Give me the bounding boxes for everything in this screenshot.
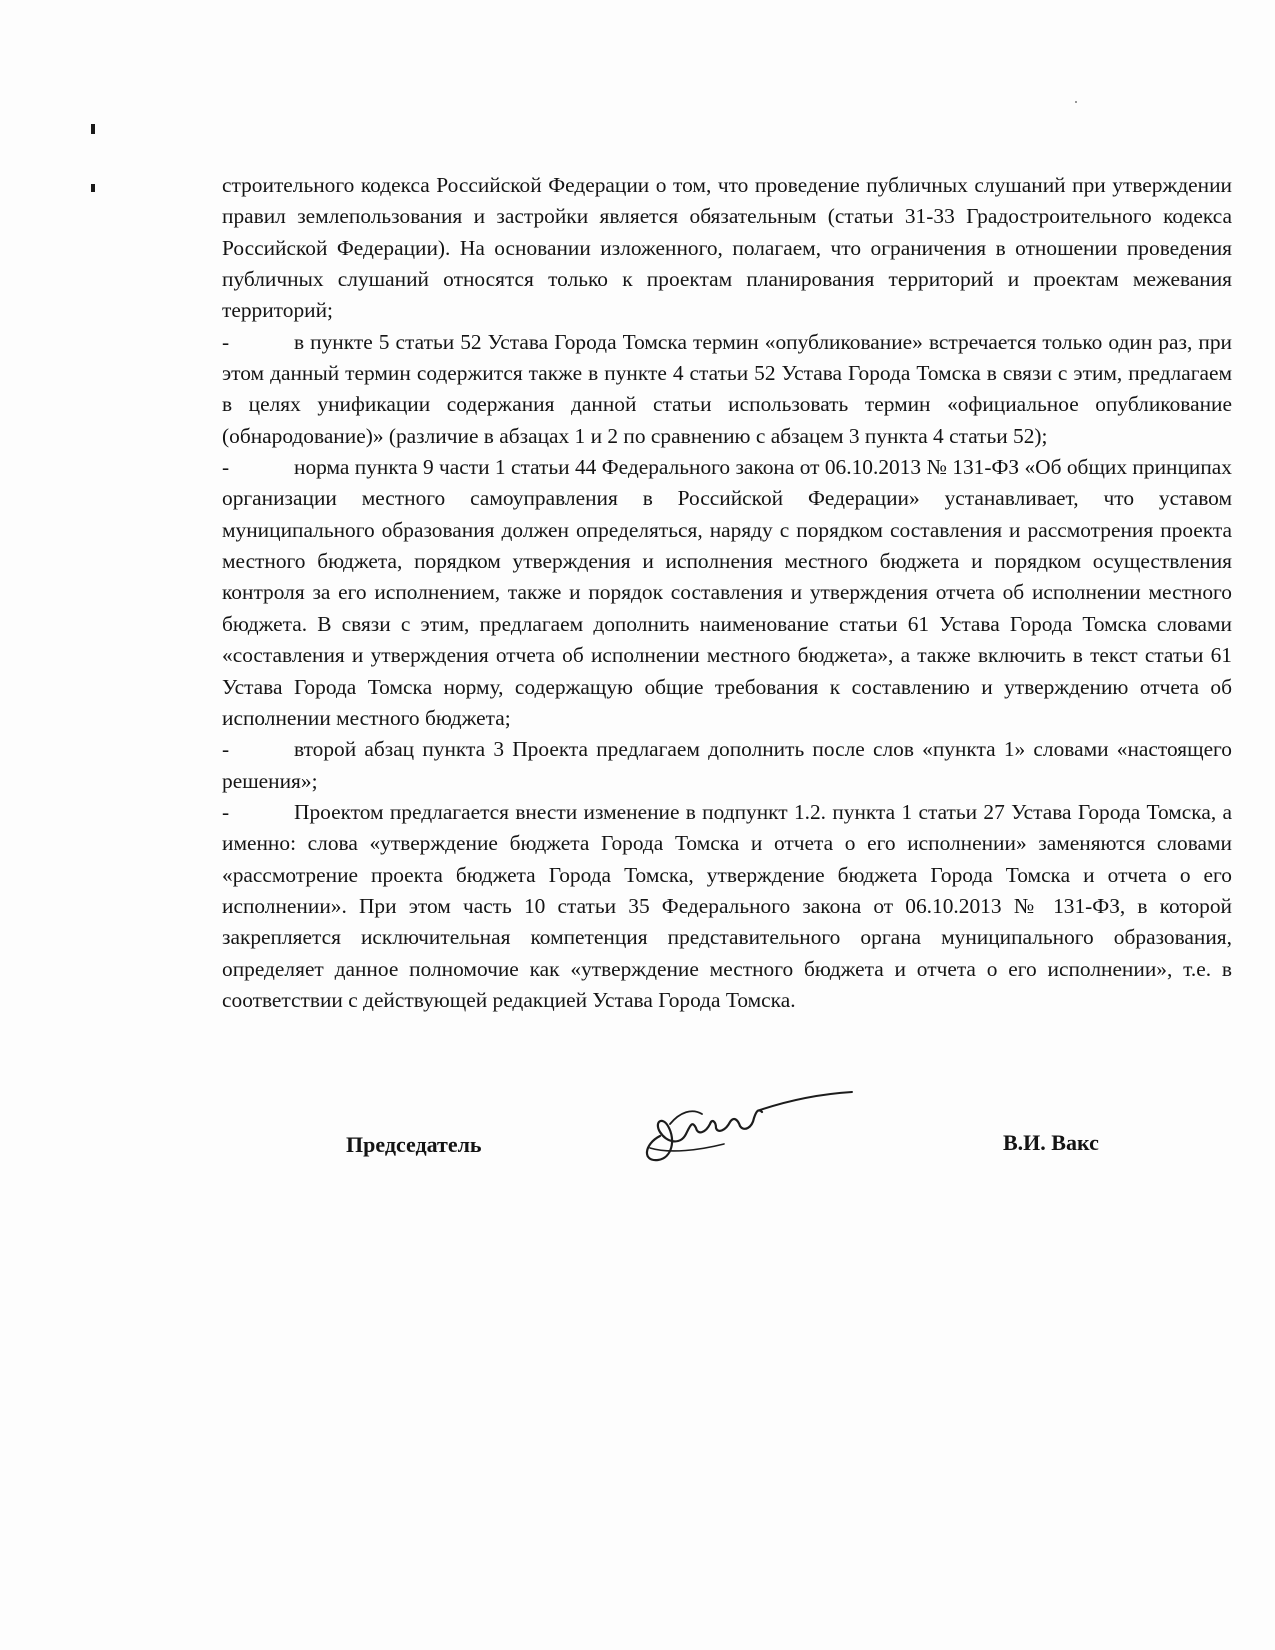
scan-artifact-mark bbox=[91, 124, 95, 134]
paragraph-text: второй абзац пункта 3 Проекта предлагаем дополнить после слов «пункта 1» словами «настоящего решения»; bbox=[222, 737, 1232, 793]
bullet-paragraph bbox=[222, 327, 1232, 452]
paragraph-text: в пункте 5 статьи 52 Устава Города Томска термин «опубликование» встречается только один раз, при этом данный термин содержится также в пункте 4 статьи 52 Устава Города Томска в связи с этим, предлагаем в целях унификации содержания данной статьи использовать термин «официальное опубликование (обнародование)» (различие в абзацах 1 и 2 по сравнению с абзацем 3 пункта 4 статьи 52); bbox=[222, 329, 1232, 448]
scan-artifact-mark bbox=[91, 184, 95, 192]
bullet-paragraph bbox=[222, 797, 1232, 1016]
signatory-name: В.И. Вакс bbox=[1003, 1130, 1099, 1155]
paragraph-text: норма пункта 9 части 1 статьи 44 Федерального закона от 06.10.2013 № 131-ФЗ «Об общих принципах организации местного самоуправления в Российской Федерации» устанавливает, что уставом муниципального образования должен определяться, наряду с порядком составления и рассмотрения проекта местного бюджета, порядком утверждения и исполнения местного бюджета и порядком осуществления контроля за его исполнением, также и порядок составления и утверждения отчета об исполнении местного бюджета. В связи с этим, предлагаем дополнить наименование статьи 61 Устава Города Томска словами «составления и утверждения отчета об исполнении местного бюджета», а также включить в текст статьи 61 Устава Города Томска норму, содержащую общие требования к составлению и утверждению отчета об исполнении местного бюджета; bbox=[222, 455, 1232, 730]
bullet-dash: - bbox=[222, 455, 230, 480]
scan-artifact-dot bbox=[1075, 101, 1077, 103]
bullet-dash: - bbox=[222, 737, 230, 762]
paragraph-text: строительного кодекса Российской Федерации о том, что проведение публичных слушаний при утверждении правил землепользования и застройки является обязательным (статьи 31-33 Градостроительного кодекса Российской Федерации). На основании изложенного, полагаем, что ограничения в отношении проведения публичных слушаний относятся только к проектам планирования территорий и проектам межевания территорий; bbox=[222, 173, 1232, 323]
signatory-title: Председатель bbox=[346, 1132, 482, 1157]
document-body bbox=[222, 170, 1232, 1016]
signature-block bbox=[0, 1060, 1275, 1200]
bullet-paragraph bbox=[222, 734, 1232, 797]
bullet-dash: - bbox=[222, 329, 230, 354]
bullet-dash: - bbox=[222, 799, 230, 824]
bullet-paragraph bbox=[222, 452, 1232, 734]
paragraph-continuation bbox=[222, 170, 1232, 327]
paragraph-text: Проектом предлагается внести изменение в подпункт 1.2. пункта 1 статьи 27 Устава Города Томска, а именно: слова «утверждение бюджета Города Томска и отчета о его исполнении» заменяются словами «рассмотрение проекта бюджета Города Томска, утверждение бюджета Города Томска и отчета о его исполнении». При этом часть 10 статьи 35 Федерального закона от 06.10.2013 № 131-ФЗ, в которой закрепляется исключительная компетенция представительного органа муниципального образования, определяет данное полномочие как «утверждение местного бюджета и отчета о его исполнении», т.е. в соответствии с действующей редакцией Устава Города Томска. bbox=[222, 799, 1232, 1012]
handwritten-signature bbox=[640, 1074, 860, 1164]
